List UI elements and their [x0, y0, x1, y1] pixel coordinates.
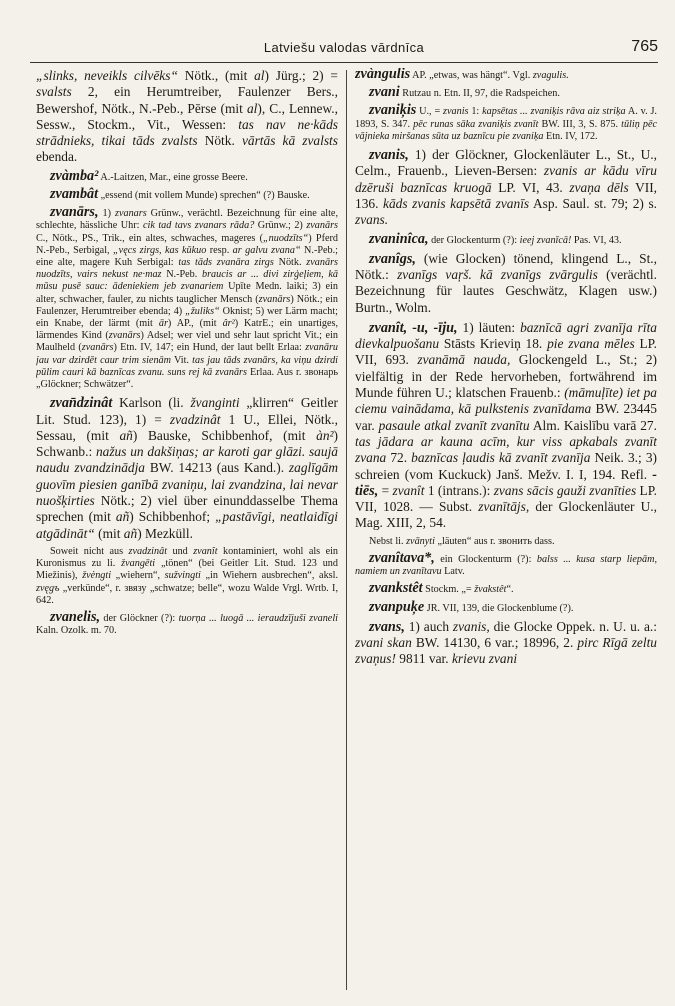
entry-text: der Glöckner (?):: [100, 612, 179, 624]
entry-text: Nötk., (mit: [184, 68, 255, 83]
example-text: zvaņa dēls: [569, 179, 629, 195]
entry-text: 1:: [468, 106, 483, 118]
example-text: žvanginti: [190, 395, 240, 411]
headword: zvanîgs,: [369, 250, 416, 267]
example-text: braucis ar ... divi zirģeļiem, kā mūsu pusē sauc: ādeniekiem jeb zvanariem: [36, 269, 338, 293]
example-text: tūliņ pēc vājnieka miršanas sūta uz baznīcu pie zvaniķa: [355, 118, 657, 142]
dictionary-entry: [355, 536, 657, 548]
example-text: žvėngti: [82, 570, 112, 582]
entry-text: Nötk.: [197, 133, 242, 149]
dictionary-entry: [36, 167, 338, 184]
entry-text: ) Schibbenhof;: [129, 509, 216, 525]
entry-text: „tönen“ (bei Geitler Lit. Stud. 123 und Miežinis),: [36, 558, 338, 582]
entry-text: „essend (mit vollem Munde) sprechen“ (?) Bauske.: [98, 189, 310, 201]
headword: -u, -īju,: [412, 319, 458, 336]
example-text: „nuodzīts“: [262, 232, 309, 244]
example-text: kapsētas ... zvaniķis rāva aiz striķa: [482, 106, 626, 118]
example-text: zvanārs: [81, 342, 114, 354]
dictionary-entry: [355, 549, 657, 578]
example-text: ar galvu zvana“: [232, 244, 301, 256]
entry-text: Nötk.: [273, 257, 307, 268]
entry-text: Rutzau n. Etn. II, 97, die Radspeichen.: [399, 88, 560, 100]
page-number: 765: [631, 38, 658, 55]
example-text: baznīcas ļaudis kā zvanīt zvanīja: [411, 450, 591, 466]
example-text: pie zvana mēles: [547, 336, 635, 352]
example-text: tas jau tāds zvanārs, ka viņu dzirdi pūlim cauri kā baznīcas zvanu. suns rej kā zvanārs: [36, 354, 338, 378]
dictionary-entry: [355, 320, 657, 532]
entry-text: =: [378, 482, 393, 498]
example-text: zvanis: [443, 106, 469, 118]
entry-text: Alm. Kaislību varā 27.: [529, 417, 657, 433]
entry-text: Stockm. „=: [422, 584, 475, 596]
dictionary-entry: [355, 598, 657, 615]
dictionary-entry: [355, 68, 657, 82]
entry-text: Latv.: [441, 566, 465, 578]
entry-text: Neik. 3.; 3) schreien (vom Kuckuck) Janš. Mežv. I. I, 194. Refl.: [355, 450, 657, 482]
entry-text: AP. „etwas, was hängt“. Vgl.: [410, 70, 533, 81]
example-text: zvans.: [355, 212, 389, 228]
example-text: zvanāru jau var dzirdēt caur trim sienām: [36, 342, 338, 366]
entry-text: ) Pferd N.-Peb., Serbigal,: [36, 232, 338, 256]
dictionary-entry: [355, 251, 657, 316]
entry-text: A. v. J. 1893, S. 347.: [355, 106, 657, 130]
running-title: Latviešu valodas vārdnīca: [263, 40, 425, 55]
entry-text: Grünw.; 2): [254, 220, 307, 232]
example-text: zvadzinât: [169, 411, 221, 427]
headword: zvaninîca,: [369, 230, 429, 247]
entry-text: Grünw., verächtl. Bezeichnung für eine alte, schlechte, hässliche Uhr:: [36, 208, 338, 232]
headword: zvanis,: [369, 147, 409, 164]
example-text: añ: [119, 427, 133, 443]
example-text: tuorņa ... luogā ... ieraudzījuši zvaneli: [178, 612, 338, 624]
entry-text: 9811 var.: [395, 651, 452, 667]
dictionary-entry: [36, 68, 338, 166]
example-text: zvanāmā nauda,: [417, 352, 511, 368]
entry-text: „wiehern“,: [111, 570, 165, 582]
dictionary-entry: [355, 230, 657, 247]
entry-text: 1) der Glöckner, Glockenläuter L., St., U., Celm., Frauenb., Lieven-Bersen:: [355, 147, 657, 179]
entry-text: VII, 136.: [355, 179, 657, 211]
entry-text: Erlaa. Aus r. звонарь „Glöckner; Schwätzer“.: [36, 366, 338, 391]
example-text: zvanis ar kādu vīru dzēruši baznīcas kruogā: [355, 163, 657, 195]
entry-text: Soweit nicht aus: [50, 545, 129, 557]
entry-text: ) Jürg.; 2) =: [264, 68, 338, 83]
headword: zvàmba²: [50, 167, 99, 184]
entry-text: „klirren“ Geitler Lit. Stud. 123), 1) =: [36, 395, 338, 427]
example-text: zvadzinât: [128, 545, 168, 557]
entry-text: U., =: [416, 106, 444, 118]
entry-text: (mit: [94, 525, 124, 541]
example-text: àn²: [316, 427, 334, 443]
entry-text: BW. 14213 (aus Kand.).: [145, 460, 289, 476]
example-text: krievu zvani: [451, 651, 518, 667]
example-text: zvagulis.: [532, 70, 569, 81]
entry-text: N.-Peb.: [161, 269, 202, 281]
headword: zvankstêt: [369, 580, 423, 597]
dictionary-entry: [355, 582, 657, 596]
entry-text: ebenda.: [36, 149, 78, 165]
entry-text: (verächtl. Bezeichnung für lautes Geschwätz, Klagen usw.) Burtn., Wolm.: [355, 267, 657, 315]
entry-text: Asp. Saul. st. 79; 2) s.: [529, 195, 657, 211]
entry-text: A.-Laitzen, Mar., eine grosse Beere.: [98, 171, 248, 183]
example-text: kāds zvanis kapsētā zvanīs: [383, 195, 530, 211]
entry-text: 72.: [386, 450, 412, 466]
entry-text: Nötk.; 2) viel über einunddasselbe Thema sprechen (mit: [36, 493, 338, 525]
dictionary-entry: [355, 104, 657, 143]
right-column: [355, 68, 657, 998]
example-text: pirc Rīgā zeltu zvaņus!: [355, 635, 657, 667]
entry-text: Glockengeld L., St.; 2) vielfältig in der Rede hervorheben, fortwährend im Munde führen U.; klatschen Frauenb.:: [355, 352, 657, 401]
entry-text: kontaminiert, wohl als ein Kuronismus zu li.: [36, 545, 338, 570]
dictionary-entry: [36, 608, 338, 637]
entry-text: 1 U., Ellei, Nötk., Sessau, (mit: [36, 411, 338, 443]
example-text: ieej zvanīcā!: [519, 234, 572, 246]
entry-text: Etn. IV, 172.: [543, 130, 598, 142]
example-text: al: [246, 100, 258, 116]
example-text: al: [254, 68, 265, 83]
example-text: (māmuļīte) iet pa ciemu vainādama, kā pulkstenis zvanīdama: [355, 385, 657, 417]
example-text: zvanārs: [108, 330, 141, 342]
headword: zvàngulis: [355, 68, 411, 82]
entry-text: BW. III, 3, S. 875.: [538, 118, 622, 130]
entry-text: 2, ein Herumtreiber, Faulenzer Bers., Bewershof, Nötk., N.-Peb., Pērse (mit: [36, 84, 338, 116]
headword: zvanît,: [369, 319, 408, 336]
example-text: zvanītājs,: [478, 499, 530, 515]
headword: zvaniķis: [369, 102, 417, 119]
entry-text: resp.: [206, 244, 233, 256]
entry-text: LP. VII, 693.: [355, 336, 657, 368]
entry-text: JR. VII, 139, die Glockenblume (?).: [424, 602, 574, 614]
entry-text: “.: [506, 584, 514, 596]
entry-text: 1) läuten:: [457, 319, 521, 335]
example-text: „pastāvīgi, neatlaidīgi atgādināt“: [36, 509, 338, 541]
example-text: zvanīgs vaŗš. kā zvanīgs zvārgulis: [397, 267, 598, 282]
entry-text: Oknist; 5) wer Lärm macht; ein Knabe, der lärmt (mit: [36, 305, 338, 330]
entry-text: ) Adsel; wer viel und sehr laut spricht Vit.; ein Maulheld (: [36, 330, 338, 354]
entry-text: und: [167, 545, 194, 557]
entry-text: LP. VII, 1028. — Subst.: [355, 482, 657, 515]
example-text: ār: [158, 318, 168, 330]
headword: zvans,: [369, 618, 405, 635]
example-text: zvęgъ: [36, 582, 60, 594]
entry-text: ) Bauske, Schibbenhof, (mit: [132, 427, 317, 443]
example-text: „vęcs zirgs, kas kūkuo: [113, 244, 207, 256]
entry-text: 1): [98, 208, 115, 220]
example-text: pasaule atkal zvanīt zvanītu: [378, 417, 530, 433]
dictionary-entry: [36, 395, 338, 542]
example-text: zvanārs nuodzīts, vairs nekust ne·maz: [36, 257, 338, 281]
example-text: zvanārs: [306, 220, 338, 232]
entry-text: LP. VI, 43.: [491, 179, 570, 195]
example-text: žvakstêt: [474, 584, 507, 596]
entry-text: der Glockenläuter U., Mag. XIII, 2, 54.: [355, 499, 657, 531]
example-text: tas nav ne·kāds strādnieks, tikai tāds zvalsts: [36, 116, 338, 149]
entry-text: Karlson (li.: [112, 395, 191, 411]
example-text: „slinks, neveikls cilvēks“: [36, 68, 185, 83]
example-text: nažus un dakšiņas; ar karoti gar glāzi. saujā naudu zvandzinādja: [36, 444, 338, 476]
example-text: âr²: [222, 318, 235, 330]
headword: zvan̄dzinât: [50, 395, 113, 412]
headword: zvanelis,: [50, 608, 101, 625]
entry-text: Upīte Medn. laiki; 3) ein alter, schwacher, fauler, zu nichts tauglicher Mensch (: [36, 281, 338, 305]
example-text: balss ... kusa starp liepām, namiem un zvanītavu: [355, 553, 657, 578]
column-divider: [346, 70, 347, 990]
example-text: pēc runas sāka zvaniķis zvanīt: [413, 118, 539, 130]
example-text: „žuliks“: [185, 305, 220, 317]
entry-text: Stāsts Krieviņ 18.: [439, 336, 548, 352]
example-text: zvans sācis gauži zvanīties: [493, 482, 637, 498]
headword: zvanārs,: [50, 204, 99, 221]
page-header: [30, 38, 658, 63]
headword: -tiēs,: [355, 466, 657, 499]
headword: zvanîtava*,: [369, 549, 435, 566]
example-text: vārtās kā zvalsts: [241, 133, 338, 149]
entry-text: „verkünde“, r. звязу „schwatze; belle“, wozu Walde Vrgl. Wrtb. I, 642.: [36, 582, 338, 606]
example-text: tas tāds zvanāra zirgs: [178, 257, 274, 268]
headword: zvambât: [50, 185, 99, 202]
dictionary-entry: [355, 619, 657, 668]
entry-text: C., Nötk., PS., Trik., ein altes, schwaches, mageres (: [36, 232, 263, 244]
left-column: [36, 68, 338, 998]
example-text: cik tad tavs zvanars rāda?: [142, 220, 255, 232]
entry-text: Pas. VI, 43.: [571, 234, 622, 246]
example-text: zaglīgām guovīm piesien ganībā zvaniņu, lai zvandzina, lai nevar nuošķirties: [36, 460, 338, 509]
example-text: zvanars: [114, 208, 147, 220]
example-text: svalsts: [36, 84, 72, 100]
dictionary-entry: [355, 147, 657, 228]
example-text: añ: [123, 525, 138, 541]
example-text: sužvingti: [164, 570, 201, 582]
entry-text: ) Etn. IV, 147; ein Hund, der laut bellt Erlaa:: [113, 342, 306, 354]
entry-text: 1) auch: [404, 618, 453, 634]
entry-text: „läuten“ aus r. звонить dass.: [434, 535, 555, 547]
entry-text: ), C., Lennew., Sessw., Stockm., Vit., Wessen:: [36, 100, 338, 132]
headword: zvani: [369, 84, 400, 101]
dictionary-entry: [36, 185, 338, 202]
example-text: žvangēti: [121, 558, 156, 570]
example-text: zvanis,: [452, 618, 490, 634]
headword: zvanpuķe: [369, 598, 425, 615]
dictionary-entry: [355, 86, 657, 100]
entry-text: ) Schwanb.:: [36, 427, 338, 460]
example-text: zvanît: [392, 482, 425, 498]
dictionary-entry: [36, 546, 338, 607]
entry-text: Kaln. Ozolk. m. 70.: [36, 625, 117, 637]
example-text: zvanît: [193, 545, 218, 557]
entry-text: N.-Peb.; eine alte, magere Kuh Serbigal:: [36, 244, 338, 268]
example-text: zvānyti: [406, 535, 435, 547]
entry-text: die Glocke Oppek. n. U. u. a.:: [489, 618, 657, 634]
dictionary-entry: [36, 206, 338, 391]
entry-text: ) Mezküll.: [137, 525, 193, 541]
example-text: baznīcā agri zvanīja rīta dievkalpuošanu: [355, 319, 657, 352]
entry-text: Vit.: [171, 354, 193, 366]
entry-text: BW. 14130, 6 var.; 18996, 2.: [411, 635, 578, 651]
entry-text: der Glockenturm (?):: [428, 234, 520, 246]
entry-text: 1 (intrans.):: [424, 482, 494, 498]
example-text: zvani skan: [355, 635, 412, 651]
entry-text: „in Wiehern ausbrechen“, aksl.: [200, 570, 338, 582]
entry-text: ) Nötk.; ein Faulenzer, Herumtreiber ebenda; 4): [36, 293, 338, 317]
entry-text: Nebst li.: [369, 535, 407, 547]
example-text: añ: [115, 509, 130, 525]
entry-text: (wie Glocken) tönend, klingend L., St., Nötk.:: [355, 250, 657, 282]
entry-text: ein Glockenturm (?):: [434, 553, 537, 565]
entry-text: ) AP., (mit: [167, 318, 223, 330]
entry-text: BW. 23445 var.: [355, 401, 657, 433]
example-text: zvanārs: [258, 293, 291, 305]
example-text: tas jādara ar kauna acīm, kur viss apkabals zvanīt zvana: [355, 433, 657, 466]
entry-text: ) KatrE.; ein unartiges, lärmendes Kind (: [36, 318, 338, 342]
